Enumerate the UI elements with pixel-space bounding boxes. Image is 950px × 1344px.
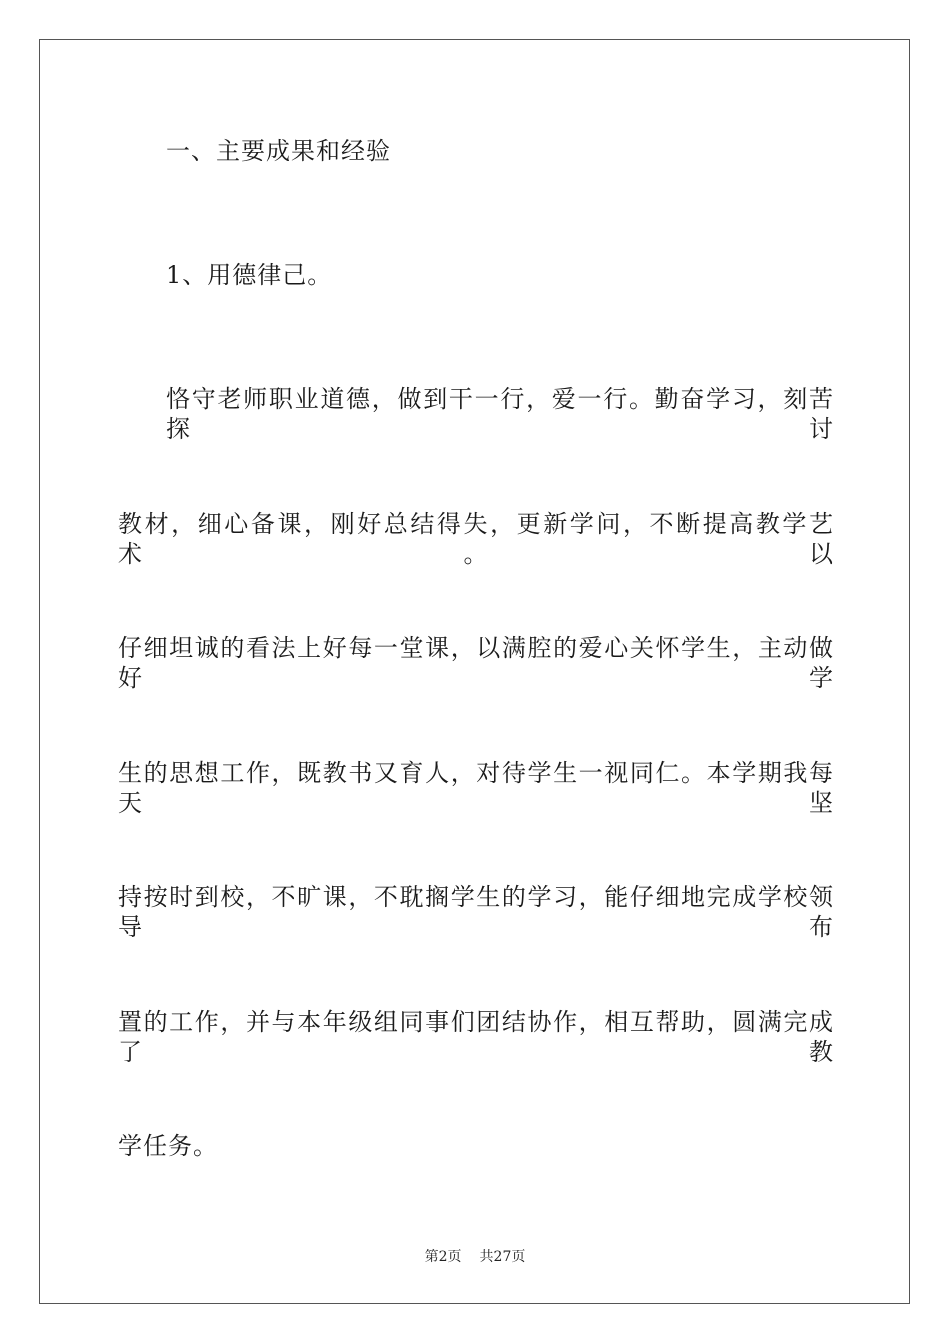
- paragraph-line-3: 仔细坦诚的看法上好每一堂课，以满腔的爱心关怀学生，主动做好学: [118, 634, 834, 692]
- page-total: 共27页: [479, 1249, 526, 1265]
- page-number: 第2页: [424, 1249, 462, 1265]
- paragraph-line-4: 生的思想工作，既教书又育人，对待学生一视同仁。本学期我每天坚: [118, 759, 834, 817]
- page-footer: [0, 1248, 950, 1266]
- paragraph-line-1: 恪守老师职业道德，做到干一行，爱一行。勤奋学习，刻苦探讨: [166, 385, 834, 443]
- paragraph-line-2: 教材，细心备课，刚好总结得失，更新学问，不断提高教学艺术。以: [118, 510, 834, 568]
- paragraph-line-6: 置的工作，并与本年级组同事们团结协作，相互帮助，圆满完成了教: [118, 1008, 834, 1066]
- section-heading: 一、主要成果和经验: [166, 137, 391, 165]
- paragraph-line-7: 学任务。: [118, 1132, 218, 1160]
- subsection-heading: 1、用德律己。: [166, 261, 333, 289]
- paragraph-line-5: 持按时到校，不旷课，不耽搁学生的学习，能仔细地完成学校领导布: [118, 883, 834, 941]
